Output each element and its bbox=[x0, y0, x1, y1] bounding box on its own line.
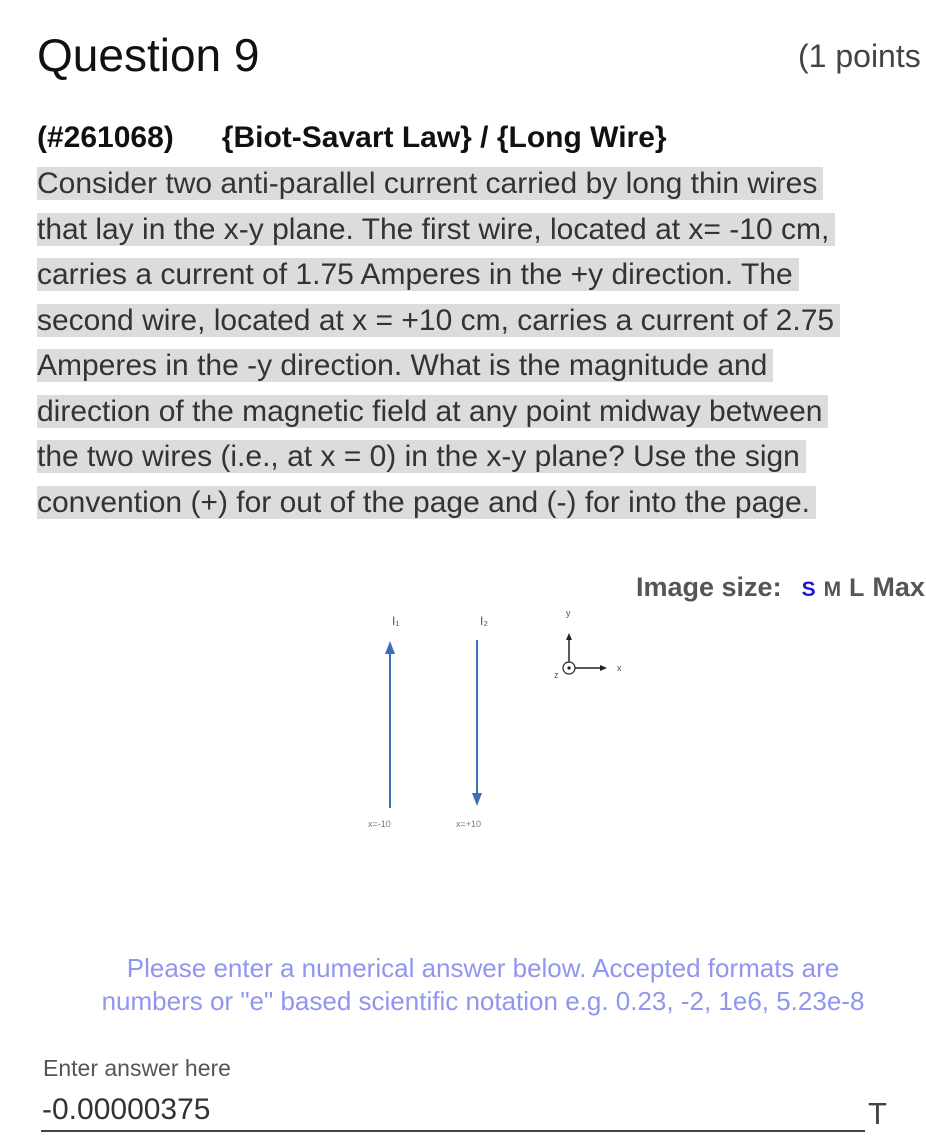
wire2-label: I₂ bbox=[480, 614, 488, 628]
wire2-position-label: x=+10 bbox=[456, 819, 482, 829]
axis-y-label: y bbox=[566, 608, 571, 618]
coordinate-axes-icon bbox=[554, 608, 622, 680]
question-body-line bbox=[37, 252, 917, 298]
question-body-line bbox=[37, 161, 917, 207]
wire2-arrow-down-icon bbox=[472, 793, 482, 806]
question-body-line bbox=[37, 298, 917, 344]
question-topic: {Biot-Savart Law} / {Long Wire} bbox=[221, 121, 667, 154]
wire1-label: I₁ bbox=[392, 614, 400, 628]
answer-instructions bbox=[40, 952, 926, 1018]
question-title: Question 9 bbox=[37, 29, 260, 81]
question-body-text: carries a current of 1.75 Amperes in the +y direction. The bbox=[37, 258, 799, 291]
question-body-text: the two wires (i.e., at x = 0) in the x-y plane? Use the sign bbox=[37, 440, 806, 473]
question-body bbox=[37, 161, 917, 525]
axis-z-label: z bbox=[554, 670, 559, 680]
image-size-option-m[interactable]: M bbox=[823, 578, 842, 601]
question-body-line bbox=[37, 207, 917, 253]
question-body-line bbox=[37, 434, 917, 480]
question-body-text: Consider two anti-parallel current carried by long thin wires bbox=[37, 167, 823, 200]
instructions-line-2: numbers or "e" based scientific notation e.g. 0.23, -2, 1e6, 5.23e-8 bbox=[101, 986, 865, 1016]
image-size-option-s[interactable]: S bbox=[801, 578, 816, 601]
question-body-text: convention (+) for out of the page and (-) for into the page. bbox=[37, 486, 816, 519]
question-points: (1 points bbox=[798, 38, 921, 74]
question-body-line bbox=[37, 343, 917, 389]
answer-input[interactable] bbox=[41, 1090, 865, 1132]
wire-diagram bbox=[340, 600, 650, 840]
question-body-text: Amperes in the -y direction. What is the magnitude and bbox=[37, 349, 773, 382]
answer-label: Enter answer here bbox=[43, 1055, 231, 1081]
question-body-line bbox=[37, 480, 917, 526]
image-size-label: Image size: bbox=[636, 572, 782, 602]
image-size-option-l[interactable]: L bbox=[849, 574, 865, 602]
question-id: (#261068) bbox=[37, 121, 174, 154]
instructions-line-1: Please enter a numerical answer below. Accepted formats are bbox=[126, 953, 840, 983]
question-body-line bbox=[37, 389, 917, 435]
question-body-text: that lay in the x-y plane. The first wire, located at x= -10 cm, bbox=[37, 213, 835, 246]
image-size-option-max[interactable]: Max bbox=[872, 572, 925, 602]
wire1-arrow-up-icon bbox=[385, 641, 395, 654]
image-size-selector bbox=[636, 570, 925, 607]
question-body-text: second wire, located at x = +10 cm, carries a current of 2.75 bbox=[37, 304, 840, 337]
question-body-text: direction of the magnetic field at any point midway between bbox=[37, 395, 828, 428]
wire1-position-label: x=-10 bbox=[368, 819, 391, 829]
question-header bbox=[37, 118, 667, 158]
text-format-button[interactable]: T bbox=[868, 1096, 887, 1131]
axis-x-label: x bbox=[617, 663, 622, 673]
